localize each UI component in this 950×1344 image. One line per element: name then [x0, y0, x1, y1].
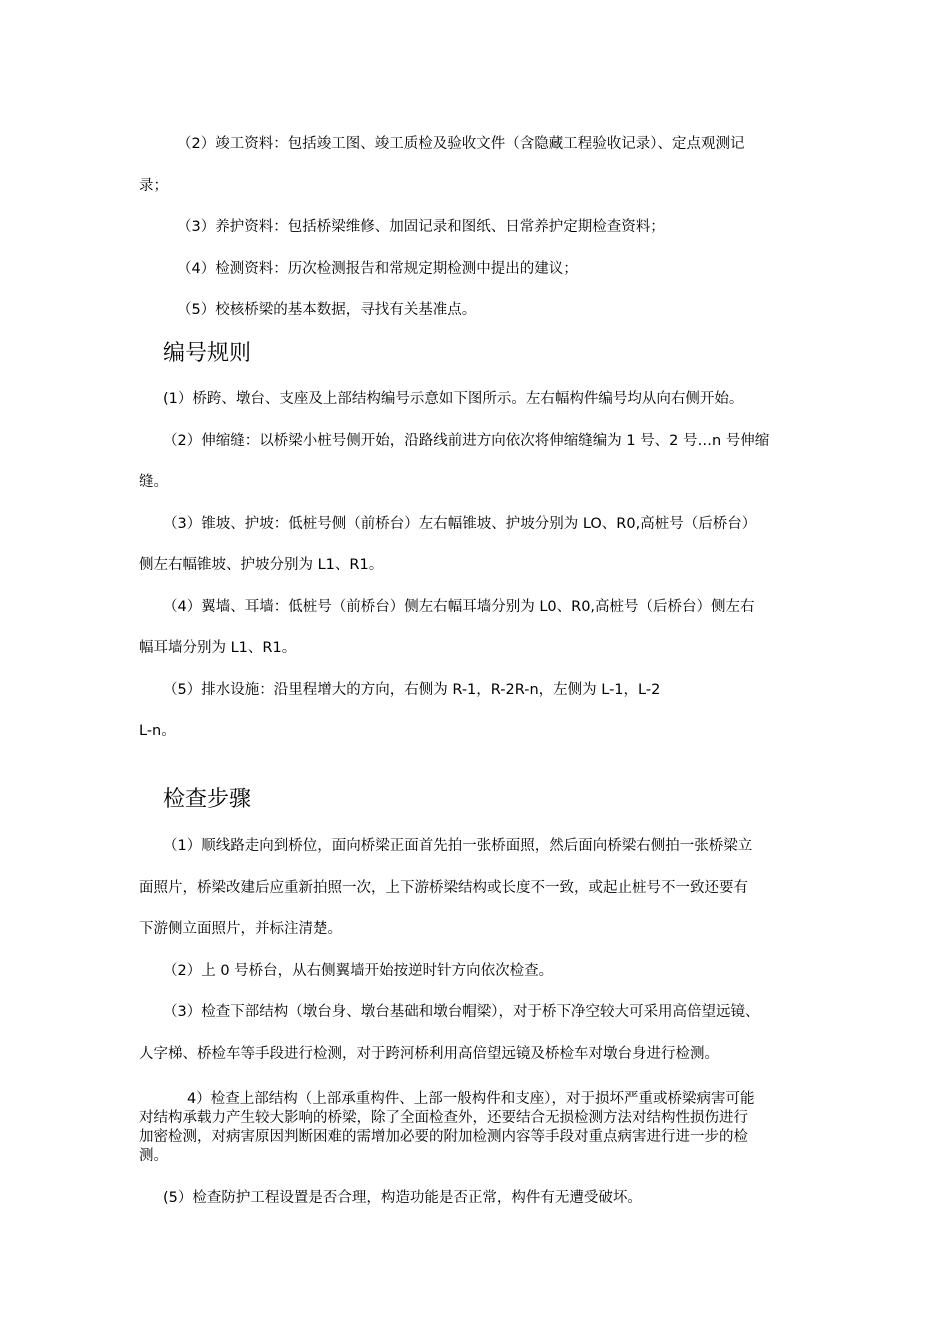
numbering-item-3-line-1: （3）锥坡、护坡：低桩号侧（前桥台）左右幅锥坡、护坡分别为 LO、R0,高桩号（后桥台）: [163, 516, 757, 532]
steps-item-3-line-2: 人字梯、桥检车等手段进行检测，对于跨河桥利用高倍望远镜及桥检车对墩台身进行检测。: [139, 1046, 719, 1062]
resources-item-2-line-2: 录；: [139, 178, 168, 194]
numbering-item-5-line-1: （5）排水设施：沿里程增大的方向，右侧为 R-1，R-2R-n，左侧为 L-1，L-2: [163, 682, 661, 698]
steps-item-4-line-2: 对结构承载力产生较大影响的桥梁，除了全面检查外，还要结合无损检测方法对结构性损伤进行: [139, 1110, 748, 1126]
numbering-item-5-line-2: L-n。: [139, 723, 176, 739]
steps-item-4-line-3: 加密检测，对病害原因判断困难的需增加必要的附加检测内容等手段对重点病害进行进一步的检: [139, 1129, 748, 1145]
numbering-item-1: (1）桥跨、墩台、支座及上部结构编号示意如下图所示。左右幅构件编号均从向右侧开始。: [163, 391, 744, 407]
steps-item-1-line-1: （1）顺线路走向到桥位，面向桥梁正面首先拍一张桥面照，然后面向桥梁右侧拍一张桥梁立: [163, 838, 753, 854]
numbering-item-4-line-1: （4）翼墙、耳墙：低桩号（前桥台）侧左右幅耳墙分别为 L0、R0,高桩号（后桥台）侧左右: [163, 599, 755, 615]
numbering-item-4-line-2: 幅耳墙分别为 L1、R1。: [139, 640, 297, 656]
steps-item-4-line-4: 测。: [139, 1148, 168, 1164]
numbering-item-2-line-2: 缝。: [139, 474, 168, 490]
resources-item-2-line-1: （2）竣工资料：包括竣工图、竣工质检及验收文件（含隐藏工程验收记录）、定点观测记: [177, 136, 745, 152]
numbering-item-2-line-1: （2）伸缩缝：以桥梁小桩号侧开始，沿路线前进方向依次将伸缩缝编为 1 号、2 号…n 号伸缩: [163, 433, 770, 449]
resources-item-5: （5）校核桥梁的基本数据，寻找有关基准点。: [177, 302, 477, 318]
resources-item-3: （3）养护资料：包括桥梁维修、加固记录和图纸、日常养护定期检查资料；: [177, 219, 665, 235]
steps-item-4-line-1: 4）检查上部结构（上部承重构件、上部一般构件和支座），对于损坏严重或桥梁病害可能: [187, 1091, 755, 1107]
steps-item-1-line-2: 面照片，桥梁改建后应重新拍照一次，上下游桥梁结构或长度不一致，或起止桩号不一致还要有: [139, 880, 748, 896]
steps-item-4: [139, 1090, 819, 1166]
steps-item-3-line-1: （3）检查下部结构（墩台身、墩台基础和墩台帽梁），对于桥下净空较大可采用高倍望远镜、: [163, 1004, 760, 1020]
steps-item-5: (5）检查防护工程设置是否合理，构造功能是否正常，构件有无遭受破坏。: [163, 1190, 642, 1206]
numbering-heading: 编号规则: [163, 341, 252, 366]
steps-item-1-line-3: 下游侧立面照片，并标注清楚。: [139, 921, 342, 937]
resources-item-4: （4）检测资料：历次检测报告和常规定期检测中提出的建议；: [177, 261, 578, 277]
steps-item-2: （2）上 0 号桥台，从右侧翼墙开始按逆时针方向依次检查。: [163, 963, 554, 979]
steps-heading: 检查步骤: [163, 787, 252, 812]
numbering-item-3-line-2: 侧左右幅锥坡、护坡分别为 L1、R1。: [139, 557, 384, 573]
